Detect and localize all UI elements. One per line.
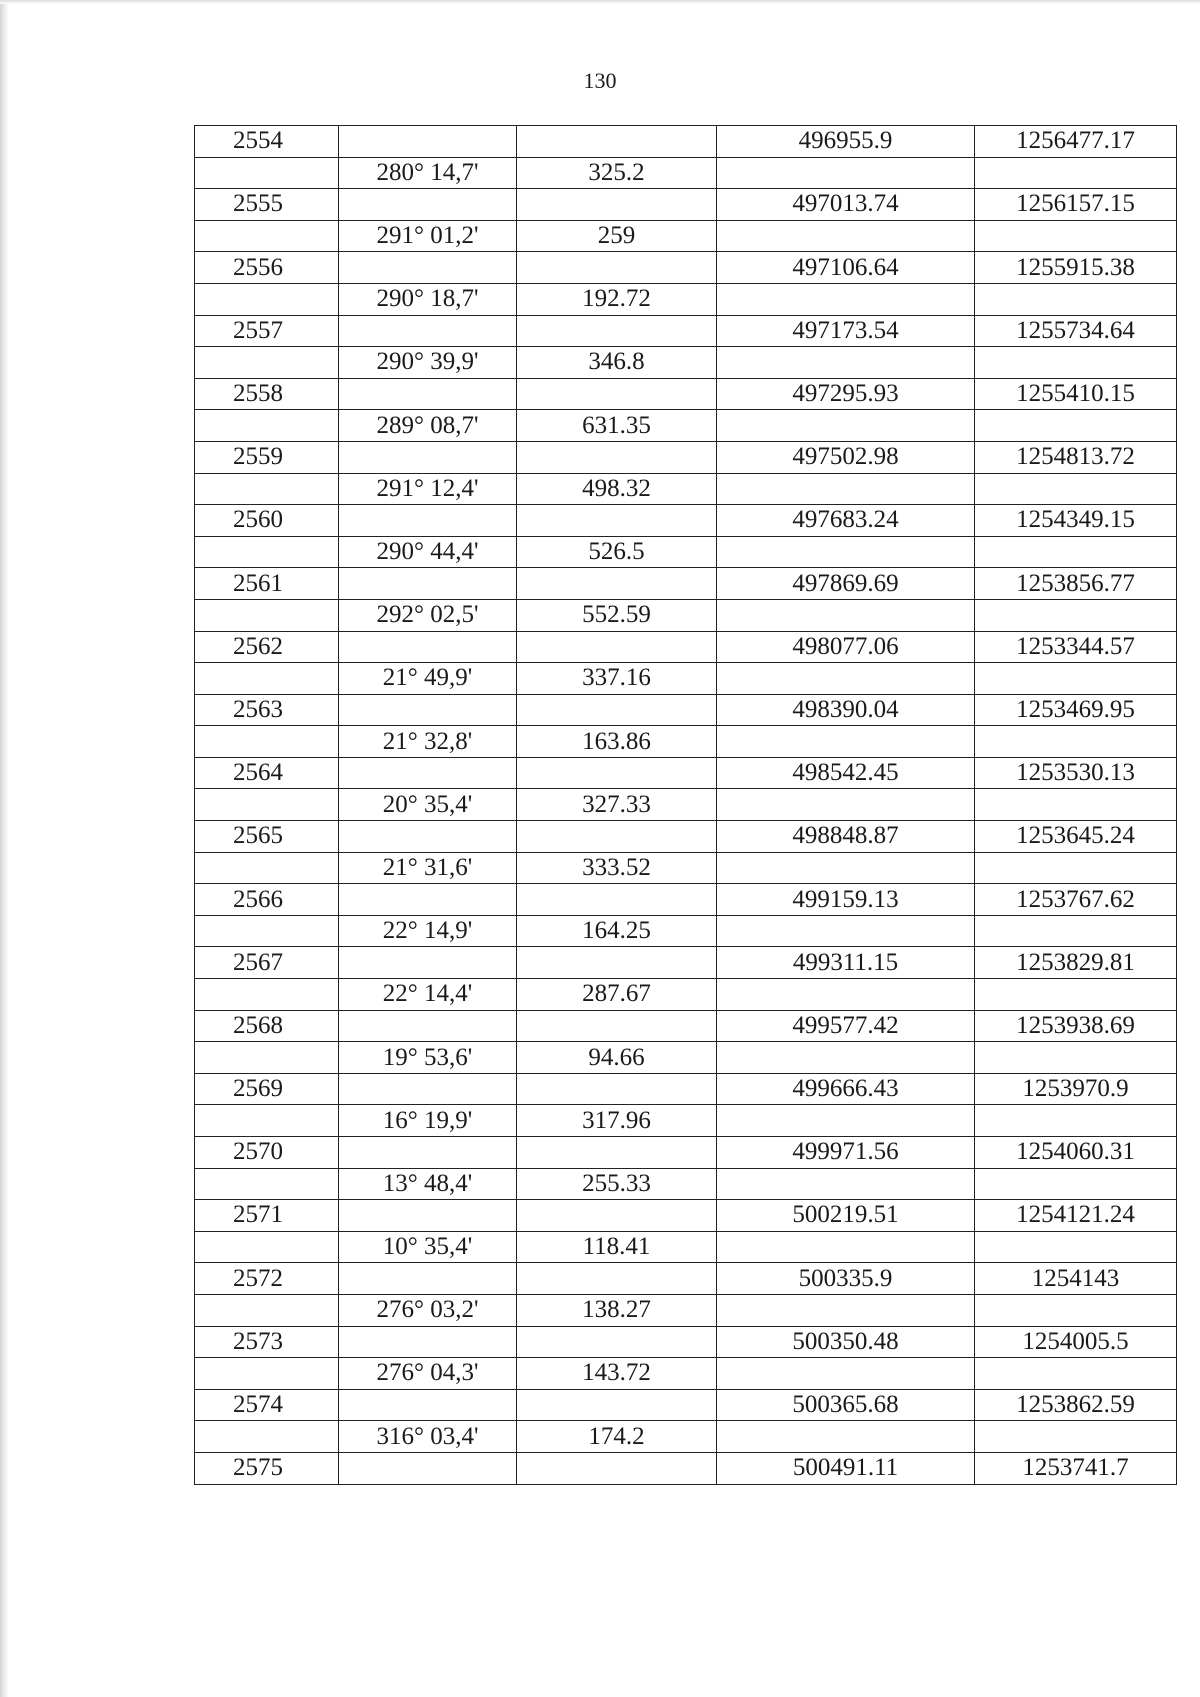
point-row [195, 1200, 1177, 1232]
direction-angle-cell: 290° 39,9' [339, 347, 517, 379]
point-row [195, 568, 1177, 600]
distance-cell: 143.72 [517, 1358, 717, 1390]
distance-cell: 526.5 [517, 536, 717, 568]
x-coordinate-cell [717, 1168, 975, 1200]
point-number-cell: 2574 [195, 1389, 339, 1421]
y-coordinate-cell: 1254005.5 [975, 1326, 1177, 1358]
y-coordinate-cell [975, 410, 1177, 442]
segment-row [195, 852, 1177, 884]
y-coordinate-cell: 1253970.9 [975, 1073, 1177, 1105]
distance-cell [517, 631, 717, 663]
point-row [195, 757, 1177, 789]
distance-cell: 498.32 [517, 473, 717, 505]
point-row [195, 315, 1177, 347]
point-number-cell: 2555 [195, 189, 339, 221]
y-coordinate-cell: 1256157.15 [975, 189, 1177, 221]
x-coordinate-cell [717, 1421, 975, 1453]
distance-cell [517, 378, 717, 410]
x-coordinate-cell: 498077.06 [717, 631, 975, 663]
distance-cell [517, 1010, 717, 1042]
point-number-cell [195, 1105, 339, 1137]
distance-cell [517, 1326, 717, 1358]
segment-row [195, 663, 1177, 695]
x-coordinate-cell [717, 852, 975, 884]
y-coordinate-cell [975, 663, 1177, 695]
distance-cell [517, 757, 717, 789]
distance-cell [517, 189, 717, 221]
point-number-cell [195, 536, 339, 568]
direction-angle-cell [339, 568, 517, 600]
point-row [195, 1073, 1177, 1105]
point-number-cell [195, 1421, 339, 1453]
distance-cell [517, 1263, 717, 1295]
point-number-cell: 2556 [195, 252, 339, 284]
x-coordinate-cell: 499159.13 [717, 884, 975, 916]
point-row [195, 1326, 1177, 1358]
y-coordinate-cell [975, 789, 1177, 821]
direction-angle-cell [339, 378, 517, 410]
y-coordinate-cell [975, 979, 1177, 1011]
distance-cell [517, 1452, 717, 1484]
scan-top-edge [0, 0, 1200, 4]
segment-row [195, 726, 1177, 758]
direction-angle-cell [339, 441, 517, 473]
point-number-cell: 2557 [195, 315, 339, 347]
distance-cell [517, 1073, 717, 1105]
direction-angle-cell [339, 1452, 517, 1484]
y-coordinate-cell: 1254349.15 [975, 505, 1177, 537]
direction-angle-cell [339, 1010, 517, 1042]
point-row [195, 1263, 1177, 1295]
point-number-cell: 2571 [195, 1200, 339, 1232]
x-coordinate-cell: 500491.11 [717, 1452, 975, 1484]
point-number-cell [195, 663, 339, 695]
point-number-cell: 2554 [195, 126, 339, 158]
direction-angle-cell [339, 189, 517, 221]
x-coordinate-cell: 497869.69 [717, 568, 975, 600]
direction-angle-cell [339, 505, 517, 537]
distance-cell: 94.66 [517, 1042, 717, 1074]
point-number-cell [195, 852, 339, 884]
direction-angle-cell [339, 947, 517, 979]
y-coordinate-cell: 1254121.24 [975, 1200, 1177, 1232]
point-number-cell: 2560 [195, 505, 339, 537]
distance-cell: 337.16 [517, 663, 717, 695]
point-number-cell: 2562 [195, 631, 339, 663]
direction-angle-cell: 22° 14,9' [339, 915, 517, 947]
direction-angle-cell [339, 631, 517, 663]
distance-cell: 346.8 [517, 347, 717, 379]
distance-cell [517, 441, 717, 473]
y-coordinate-cell: 1253645.24 [975, 821, 1177, 853]
direction-angle-cell: 280° 14,7' [339, 157, 517, 189]
distance-cell [517, 568, 717, 600]
distance-cell: 325.2 [517, 157, 717, 189]
distance-cell [517, 1389, 717, 1421]
y-coordinate-cell: 1253469.95 [975, 694, 1177, 726]
segment-row [195, 1358, 1177, 1390]
direction-angle-cell: 276° 04,3' [339, 1358, 517, 1390]
segment-row [195, 410, 1177, 442]
x-coordinate-cell [717, 1042, 975, 1074]
x-coordinate-cell [717, 789, 975, 821]
direction-angle-cell: 20° 35,4' [339, 789, 517, 821]
point-row [195, 1452, 1177, 1484]
distance-cell [517, 315, 717, 347]
x-coordinate-cell [717, 347, 975, 379]
y-coordinate-cell: 1253741.7 [975, 1452, 1177, 1484]
point-number-cell [195, 789, 339, 821]
direction-angle-cell [339, 757, 517, 789]
x-coordinate-cell: 497683.24 [717, 505, 975, 537]
distance-cell: 327.33 [517, 789, 717, 821]
x-coordinate-cell [717, 157, 975, 189]
distance-cell: 163.86 [517, 726, 717, 758]
y-coordinate-cell: 1253530.13 [975, 757, 1177, 789]
x-coordinate-cell: 498390.04 [717, 694, 975, 726]
direction-angle-cell: 291° 12,4' [339, 473, 517, 505]
x-coordinate-cell: 499666.43 [717, 1073, 975, 1105]
x-coordinate-cell: 498542.45 [717, 757, 975, 789]
direction-angle-cell: 21° 49,9' [339, 663, 517, 695]
direction-angle-cell: 292° 02,5' [339, 599, 517, 631]
x-coordinate-cell [717, 663, 975, 695]
point-row [195, 505, 1177, 537]
x-coordinate-cell: 500335.9 [717, 1263, 975, 1295]
point-number-cell: 2567 [195, 947, 339, 979]
direction-angle-cell [339, 1389, 517, 1421]
y-coordinate-cell: 1253829.81 [975, 947, 1177, 979]
y-coordinate-cell: 1253344.57 [975, 631, 1177, 663]
direction-angle-cell [339, 252, 517, 284]
point-row [195, 189, 1177, 221]
point-number-cell: 2564 [195, 757, 339, 789]
y-coordinate-cell: 1253938.69 [975, 1010, 1177, 1042]
segment-row [195, 536, 1177, 568]
point-row [195, 378, 1177, 410]
point-number-cell [195, 726, 339, 758]
distance-cell [517, 694, 717, 726]
y-coordinate-cell: 1255915.38 [975, 252, 1177, 284]
segment-row [195, 599, 1177, 631]
direction-angle-cell [339, 1200, 517, 1232]
x-coordinate-cell [717, 1105, 975, 1137]
distance-cell: 164.25 [517, 915, 717, 947]
point-row [195, 1010, 1177, 1042]
x-coordinate-cell [717, 599, 975, 631]
distance-cell [517, 1200, 717, 1232]
x-coordinate-cell: 499971.56 [717, 1137, 975, 1169]
direction-angle-cell [339, 315, 517, 347]
x-coordinate-cell [717, 536, 975, 568]
distance-cell [517, 126, 717, 158]
direction-angle-cell [339, 1137, 517, 1169]
point-number-cell: 2572 [195, 1263, 339, 1295]
point-row [195, 441, 1177, 473]
y-coordinate-cell [975, 347, 1177, 379]
y-coordinate-cell: 1253856.77 [975, 568, 1177, 600]
y-coordinate-cell: 1256477.17 [975, 126, 1177, 158]
distance-cell: 259 [517, 220, 717, 252]
distance-cell: 255.33 [517, 1168, 717, 1200]
point-number-cell [195, 473, 339, 505]
coordinates-table-body [195, 126, 1177, 1485]
y-coordinate-cell [975, 220, 1177, 252]
direction-angle-cell: 10° 35,4' [339, 1231, 517, 1263]
x-coordinate-cell [717, 726, 975, 758]
distance-cell [517, 505, 717, 537]
y-coordinate-cell [975, 852, 1177, 884]
y-coordinate-cell [975, 1105, 1177, 1137]
direction-angle-cell: 276° 03,2' [339, 1294, 517, 1326]
segment-row [195, 979, 1177, 1011]
distance-cell: 552.59 [517, 599, 717, 631]
point-number-cell: 2565 [195, 821, 339, 853]
point-number-cell [195, 1358, 339, 1390]
distance-cell [517, 821, 717, 853]
x-coordinate-cell: 499311.15 [717, 947, 975, 979]
direction-angle-cell: 316° 03,4' [339, 1421, 517, 1453]
point-row [195, 821, 1177, 853]
y-coordinate-cell [975, 283, 1177, 315]
distance-cell: 118.41 [517, 1231, 717, 1263]
x-coordinate-cell: 497502.98 [717, 441, 975, 473]
segment-row [195, 283, 1177, 315]
segment-row [195, 1168, 1177, 1200]
x-coordinate-cell [717, 283, 975, 315]
segment-row [195, 1421, 1177, 1453]
direction-angle-cell [339, 694, 517, 726]
point-row [195, 1389, 1177, 1421]
point-row [195, 126, 1177, 158]
x-coordinate-cell: 500219.51 [717, 1200, 975, 1232]
y-coordinate-cell [975, 473, 1177, 505]
y-coordinate-cell [975, 1358, 1177, 1390]
y-coordinate-cell [975, 599, 1177, 631]
x-coordinate-cell: 498848.87 [717, 821, 975, 853]
x-coordinate-cell [717, 979, 975, 1011]
x-coordinate-cell: 496955.9 [717, 126, 975, 158]
point-number-cell: 2563 [195, 694, 339, 726]
distance-cell: 174.2 [517, 1421, 717, 1453]
distance-cell: 631.35 [517, 410, 717, 442]
distance-cell [517, 1137, 717, 1169]
point-row [195, 884, 1177, 916]
direction-angle-cell [339, 1326, 517, 1358]
y-coordinate-cell: 1254060.31 [975, 1137, 1177, 1169]
direction-angle-cell: 13° 48,4' [339, 1168, 517, 1200]
distance-cell: 333.52 [517, 852, 717, 884]
point-number-cell: 2558 [195, 378, 339, 410]
direction-angle-cell [339, 821, 517, 853]
segment-row [195, 220, 1177, 252]
point-number-cell [195, 1231, 339, 1263]
direction-angle-cell: 21° 31,6' [339, 852, 517, 884]
distance-cell: 192.72 [517, 283, 717, 315]
direction-angle-cell: 22° 14,4' [339, 979, 517, 1011]
point-number-cell [195, 1294, 339, 1326]
x-coordinate-cell: 497295.93 [717, 378, 975, 410]
direction-angle-cell: 19° 53,6' [339, 1042, 517, 1074]
segment-row [195, 789, 1177, 821]
x-coordinate-cell [717, 220, 975, 252]
point-number-cell [195, 410, 339, 442]
segment-row [195, 915, 1177, 947]
point-row [195, 252, 1177, 284]
point-row [195, 631, 1177, 663]
direction-angle-cell [339, 1263, 517, 1295]
segment-row [195, 473, 1177, 505]
x-coordinate-cell: 500365.68 [717, 1389, 975, 1421]
x-coordinate-cell [717, 410, 975, 442]
y-coordinate-cell [975, 726, 1177, 758]
distance-cell [517, 947, 717, 979]
direction-angle-cell [339, 884, 517, 916]
direction-angle-cell [339, 1073, 517, 1105]
direction-angle-cell: 291° 01,2' [339, 220, 517, 252]
x-coordinate-cell [717, 473, 975, 505]
x-coordinate-cell [717, 1358, 975, 1390]
point-number-cell [195, 599, 339, 631]
y-coordinate-cell: 1253767.62 [975, 884, 1177, 916]
y-coordinate-cell [975, 915, 1177, 947]
point-row [195, 694, 1177, 726]
point-number-cell [195, 283, 339, 315]
y-coordinate-cell: 1253862.59 [975, 1389, 1177, 1421]
x-coordinate-cell: 497106.64 [717, 252, 975, 284]
point-row [195, 1137, 1177, 1169]
y-coordinate-cell: 1255734.64 [975, 315, 1177, 347]
distance-cell [517, 884, 717, 916]
x-coordinate-cell [717, 915, 975, 947]
direction-angle-cell: 290° 44,4' [339, 536, 517, 568]
x-coordinate-cell [717, 1231, 975, 1263]
segment-row [195, 1294, 1177, 1326]
x-coordinate-cell: 497013.74 [717, 189, 975, 221]
segment-row [195, 1105, 1177, 1137]
y-coordinate-cell [975, 1042, 1177, 1074]
direction-angle-cell: 21° 32,8' [339, 726, 517, 758]
point-number-cell: 2570 [195, 1137, 339, 1169]
distance-cell: 287.67 [517, 979, 717, 1011]
distance-cell [517, 252, 717, 284]
y-coordinate-cell: 1254813.72 [975, 441, 1177, 473]
coordinates-table [194, 125, 1177, 1485]
y-coordinate-cell [975, 1231, 1177, 1263]
point-number-cell [195, 915, 339, 947]
distance-cell: 317.96 [517, 1105, 717, 1137]
y-coordinate-cell [975, 536, 1177, 568]
point-number-cell: 2561 [195, 568, 339, 600]
segment-row [195, 157, 1177, 189]
y-coordinate-cell: 1255410.15 [975, 378, 1177, 410]
point-number-cell: 2566 [195, 884, 339, 916]
direction-angle-cell: 290° 18,7' [339, 283, 517, 315]
direction-angle-cell: 289° 08,7' [339, 410, 517, 442]
y-coordinate-cell: 1254143 [975, 1263, 1177, 1295]
point-row [195, 947, 1177, 979]
x-coordinate-cell [717, 1294, 975, 1326]
y-coordinate-cell [975, 1421, 1177, 1453]
point-number-cell [195, 157, 339, 189]
y-coordinate-cell [975, 1294, 1177, 1326]
point-number-cell: 2559 [195, 441, 339, 473]
y-coordinate-cell [975, 1168, 1177, 1200]
point-number-cell [195, 979, 339, 1011]
point-number-cell [195, 1168, 339, 1200]
page-number: 130 [583, 68, 617, 93]
point-number-cell: 2575 [195, 1452, 339, 1484]
x-coordinate-cell: 500350.48 [717, 1326, 975, 1358]
point-number-cell [195, 347, 339, 379]
direction-angle-cell: 16° 19,9' [339, 1105, 517, 1137]
point-number-cell [195, 220, 339, 252]
scan-edge-shadow [0, 0, 9, 1697]
segment-row [195, 1042, 1177, 1074]
point-number-cell: 2569 [195, 1073, 339, 1105]
x-coordinate-cell: 497173.54 [717, 315, 975, 347]
segment-row [195, 347, 1177, 379]
segment-row [195, 1231, 1177, 1263]
distance-cell: 138.27 [517, 1294, 717, 1326]
y-coordinate-cell [975, 157, 1177, 189]
point-number-cell: 2568 [195, 1010, 339, 1042]
point-number-cell: 2573 [195, 1326, 339, 1358]
direction-angle-cell [339, 126, 517, 158]
x-coordinate-cell: 499577.42 [717, 1010, 975, 1042]
point-number-cell [195, 1042, 339, 1074]
